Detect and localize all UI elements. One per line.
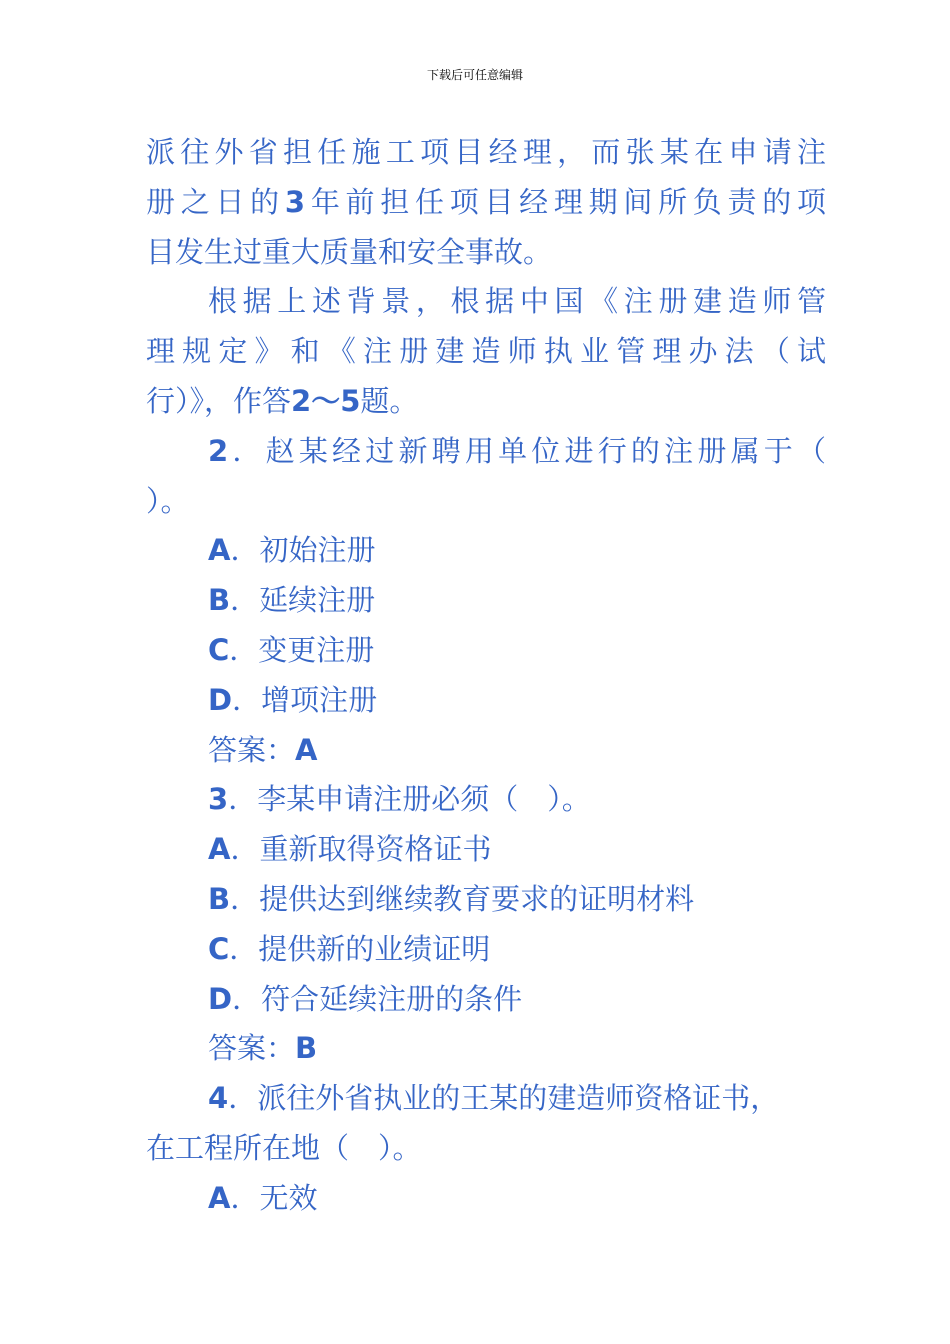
option-text: ．重新取得资格证书: [230, 832, 492, 867]
option-text: ．变更注册: [229, 632, 375, 667]
background-text: 题。: [360, 383, 419, 418]
intro-line: 派往外省担任施工项目经理，而张某在申请注: [146, 135, 826, 169]
question-range: 2～5: [291, 383, 361, 418]
option-letter: C: [208, 931, 230, 966]
intro-text: 册之日的: [146, 184, 285, 219]
question-stem: [146, 775, 826, 825]
option-item: [146, 526, 826, 576]
option-text: ．提供新的业绩证明: [229, 931, 491, 966]
question-stem-continuation: ）。: [146, 483, 190, 518]
option-item: [146, 576, 826, 626]
page-header: 下载后可任意编辑: [426, 68, 523, 82]
answer-label: 答案：: [208, 732, 296, 767]
option-letter: A: [208, 832, 231, 867]
document-body: [146, 128, 826, 1224]
option-letter: B: [208, 881, 231, 916]
option-item: [146, 1174, 826, 1224]
option-letter: A: [208, 1180, 231, 1215]
intro-line: [146, 178, 826, 228]
option-text: ．初始注册: [230, 533, 376, 568]
background-text: 行）》，作答: [146, 383, 292, 418]
question-text: ．李某申请注册必须（ ）。: [228, 782, 591, 817]
answer-value: B: [295, 1031, 318, 1066]
option-letter: D: [208, 981, 233, 1016]
option-item: [146, 825, 826, 875]
option-item: [146, 676, 826, 726]
intro-text: 年前担任项目经理期间所负责的项: [305, 184, 826, 219]
intro-line: 目发生过重大质量和安全事故。: [146, 234, 553, 269]
question-stem: [146, 427, 826, 477]
option-item: [146, 975, 826, 1025]
background-line: 根据上述背景，根据中国《注册建造师管: [208, 284, 826, 319]
option-letter: A: [208, 533, 231, 568]
background-line: [146, 377, 826, 427]
question-stem: [146, 1074, 826, 1124]
option-text: ．提供达到继续教育要求的证明材料: [230, 881, 695, 916]
option-text: ．无效: [230, 1180, 318, 1215]
option-text: ．延续注册: [230, 583, 376, 618]
question-text: ．派往外省执业的王某的建造师资格证书，: [228, 1081, 780, 1116]
option-letter: C: [208, 632, 230, 667]
option-item: [146, 925, 826, 975]
question-stem-continuation: 在工程所在地（ ）。: [146, 1130, 422, 1165]
year-number: 3: [284, 184, 306, 219]
option-item: [146, 875, 826, 925]
answer-line: [146, 1024, 826, 1074]
option-text: ．增项注册: [232, 682, 378, 717]
option-letter: B: [208, 583, 231, 618]
option-text: ．符合延续注册的条件: [232, 981, 523, 1016]
question-number: 2: [208, 433, 229, 468]
question-number: 3: [208, 782, 229, 817]
question-text: ．赵某经过新聘用单位进行的注册属于（: [228, 433, 826, 468]
background-line: 理规定》和《注册建造师执业管理办法（试: [146, 334, 826, 369]
question-number: 4: [208, 1081, 229, 1116]
answer-value: A: [295, 732, 318, 767]
option-letter: D: [208, 682, 233, 717]
option-item: [146, 626, 826, 676]
answer-label: 答案：: [208, 1031, 296, 1066]
answer-line: [146, 726, 826, 776]
